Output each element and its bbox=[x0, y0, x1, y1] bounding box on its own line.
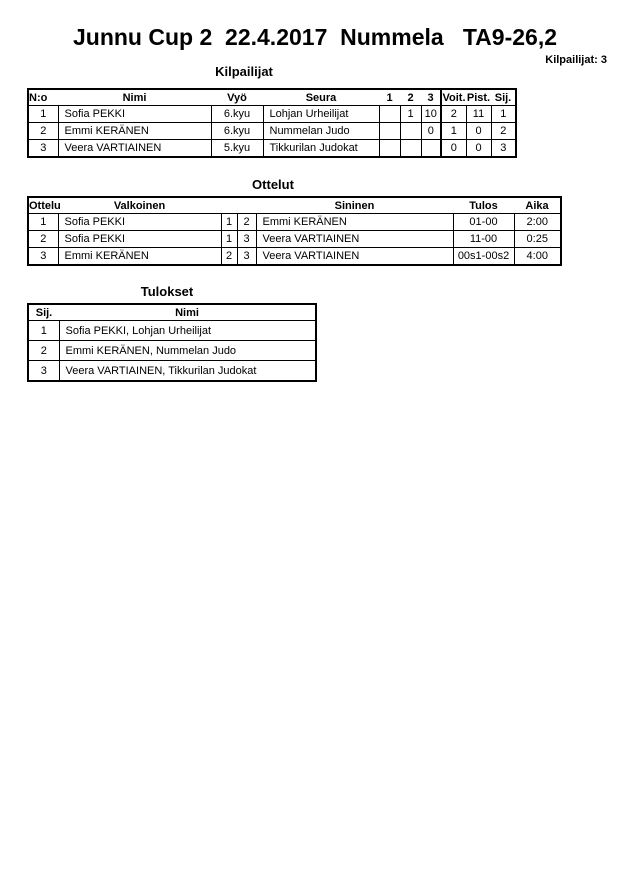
result-name: Veera VARTIAINEN, Tikkurilan Judokat bbox=[59, 361, 316, 382]
score-3: 0 bbox=[421, 123, 441, 140]
competitor-belt: 6.kyu bbox=[211, 106, 263, 123]
placement: 3 bbox=[491, 140, 516, 158]
kilpailijat-header-row bbox=[28, 89, 516, 106]
competitor-belt: 6.kyu bbox=[211, 123, 263, 140]
col-header-white-no bbox=[221, 197, 237, 214]
blue-player: Veera VARTIAINEN bbox=[256, 231, 453, 248]
table-row bbox=[28, 361, 316, 382]
points: 11 bbox=[466, 106, 491, 123]
score-2: 1 bbox=[400, 106, 421, 123]
wins: 1 bbox=[441, 123, 466, 140]
competitors-count-label: Kilpailijat: 3 bbox=[545, 54, 607, 66]
competitor-no: 3 bbox=[28, 140, 58, 158]
white-player: Emmi KERÄNEN bbox=[58, 248, 221, 266]
table-row bbox=[28, 248, 561, 266]
col-header-aika: Aika bbox=[514, 197, 561, 214]
section-heading-ottelut: Ottelut bbox=[252, 177, 294, 192]
match-time: 4:00 bbox=[514, 248, 561, 266]
white-player-no: 1 bbox=[221, 214, 237, 231]
section-heading-tulokset: Tulokset bbox=[140, 284, 194, 299]
blue-player-no: 3 bbox=[237, 231, 256, 248]
result-name: Emmi KERÄNEN, Nummelan Judo bbox=[59, 341, 316, 361]
competitor-no: 2 bbox=[28, 123, 58, 140]
col-header-2: 2 bbox=[400, 89, 421, 106]
competitor-club: Tikkurilan Judokat bbox=[263, 140, 379, 158]
points: 0 bbox=[466, 140, 491, 158]
match-no: 3 bbox=[28, 248, 58, 266]
page-title: Junnu Cup 2 22.4.2017 Nummela TA9-26,2 bbox=[72, 24, 558, 50]
result-name: Sofia PEKKI, Lohjan Urheilijat bbox=[59, 321, 316, 341]
table-row bbox=[28, 231, 561, 248]
score-2 bbox=[400, 140, 421, 158]
table-row bbox=[28, 140, 516, 158]
match-result: 11-00 bbox=[453, 231, 514, 248]
section-heading-kilpailijat: Kilpailijat bbox=[215, 64, 273, 79]
white-player-no: 1 bbox=[221, 231, 237, 248]
table-row bbox=[28, 341, 316, 361]
wins: 0 bbox=[441, 140, 466, 158]
competitor-name: Veera VARTIAINEN bbox=[58, 140, 211, 158]
col-header-valkoinen: Valkoinen bbox=[58, 197, 221, 214]
col-header-vyo: Vyö bbox=[211, 89, 263, 106]
result-placement: 3 bbox=[28, 361, 59, 382]
col-header-nimi: Nimi bbox=[59, 304, 316, 321]
white-player: Sofia PEKKI bbox=[58, 214, 221, 231]
table-row bbox=[28, 214, 561, 231]
competitor-no: 1 bbox=[28, 106, 58, 123]
white-player-no: 2 bbox=[221, 248, 237, 266]
wins: 2 bbox=[441, 106, 466, 123]
blue-player: Emmi KERÄNEN bbox=[256, 214, 453, 231]
kilpailijat-table bbox=[27, 88, 517, 158]
competitor-belt: 5.kyu bbox=[211, 140, 263, 158]
competitor-name: Sofia PEKKI bbox=[58, 106, 211, 123]
table-row bbox=[28, 106, 516, 123]
match-no: 1 bbox=[28, 214, 58, 231]
blue-player: Veera VARTIAINEN bbox=[256, 248, 453, 266]
placement: 2 bbox=[491, 123, 516, 140]
result-placement: 1 bbox=[28, 321, 59, 341]
col-header-1: 1 bbox=[379, 89, 400, 106]
col-header-nimi: Nimi bbox=[58, 89, 211, 106]
tulokset-header-row bbox=[28, 304, 316, 321]
score-2 bbox=[400, 123, 421, 140]
score-3: 10 bbox=[421, 106, 441, 123]
match-time: 0:25 bbox=[514, 231, 561, 248]
col-header-blue-no bbox=[237, 197, 256, 214]
match-result: 01-00 bbox=[453, 214, 514, 231]
col-header-sininen: Sininen bbox=[256, 197, 453, 214]
score-1 bbox=[379, 123, 400, 140]
match-result: 00s1-00s2 bbox=[453, 248, 514, 266]
points: 0 bbox=[466, 123, 491, 140]
col-header-no: N:o bbox=[28, 89, 58, 106]
match-no: 2 bbox=[28, 231, 58, 248]
score-1 bbox=[379, 106, 400, 123]
col-header-sij: Sij. bbox=[28, 304, 59, 321]
col-header-sij: Sij. bbox=[491, 89, 516, 106]
col-header-voit: Voit. bbox=[441, 89, 466, 106]
col-header-ottelu: Ottelu bbox=[28, 197, 58, 214]
competitor-club: Lohjan Urheilijat bbox=[263, 106, 379, 123]
competitor-name: Emmi KERÄNEN bbox=[58, 123, 211, 140]
col-header-3: 3 bbox=[421, 89, 441, 106]
ottelut-header-row bbox=[28, 197, 561, 214]
col-header-pist: Pist. bbox=[466, 89, 491, 106]
blue-player-no: 2 bbox=[237, 214, 256, 231]
white-player: Sofia PEKKI bbox=[58, 231, 221, 248]
table-row bbox=[28, 123, 516, 140]
result-placement: 2 bbox=[28, 341, 59, 361]
tulokset-table bbox=[27, 303, 317, 382]
competitor-club: Nummelan Judo bbox=[263, 123, 379, 140]
score-3 bbox=[421, 140, 441, 158]
table-row bbox=[28, 321, 316, 341]
col-header-tulos: Tulos bbox=[453, 197, 514, 214]
blue-player-no: 3 bbox=[237, 248, 256, 266]
ottelut-table bbox=[27, 196, 562, 266]
score-1 bbox=[379, 140, 400, 158]
col-header-seura: Seura bbox=[263, 89, 379, 106]
match-time: 2:00 bbox=[514, 214, 561, 231]
placement: 1 bbox=[491, 106, 516, 123]
